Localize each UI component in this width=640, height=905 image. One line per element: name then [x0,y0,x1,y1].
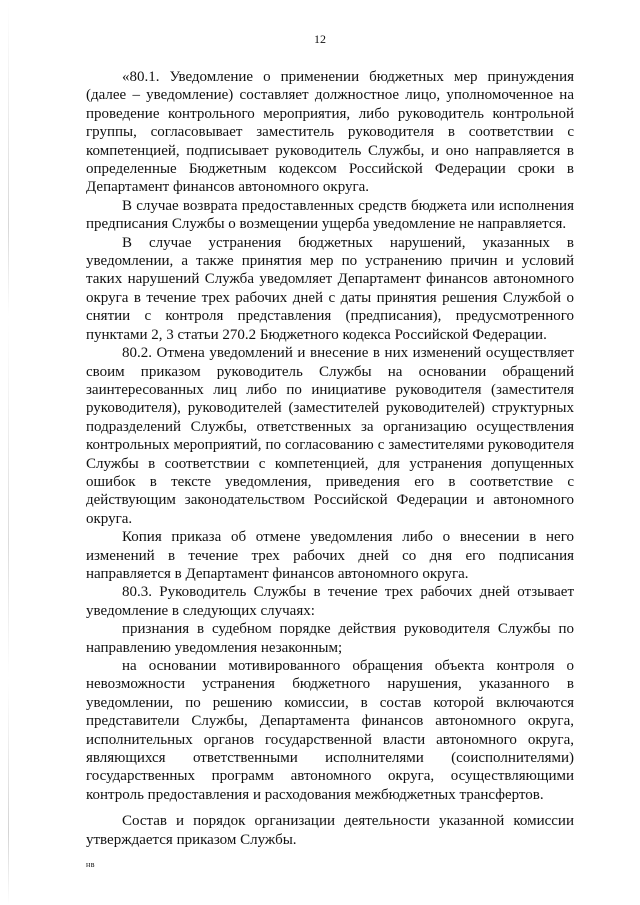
paragraph-commission-decision: на основании мотивированного обращения объекта контроля о невозможности устранения бюджетного нарушения, указанного в уведомлении, по решению комиссии, в состав которой включаются представители Службы, Департамента финансов автономного округа, исполнительных органов государственной власти автономного округа, являющихся ответственными исполнителями (соисполнителями) государственных программ автономного округа, осуществляющими контроль предоставления и расходования межбюджетных трансфертов. [86,658,574,803]
page-number: 12 [314,32,326,46]
paragraph-80-3: 80.3. Руководитель Службы в течение трех рабочих дней отзывает уведомление в следующих случаях: [86,584,574,619]
document-body [86,68,574,849]
paragraph-80-2: 80.2. Отмена уведомлений и внесение в них изменений осуществляет своим приказом руководитель Службы на основании обращений заинтересованных лиц либо по инициативе руководителя (заместителя руководителя), руководителей (заместителей руководителей) структурных подразделений Службы, ответственных за организацию осуществления контрольных мероприятий, по согласованию с заместителями руководителя Службы в соответствии с компетенцией, для устранения допущенных ошибок в тексте уведомления, приведения его в соответствие с действующим законодательством Российской Федерации и автономного округа. [86,345,574,527]
footer-initials: нв [86,860,96,869]
paragraph-80-1: «80.1. Уведомление о применении бюджетных мер принуждения (далее – уведомление) составляет должностное лицо, уполномоченное на проведение контрольного мероприятия, либо руководитель контрольной группы, согласовывает заместитель руководителя в соответствии с компетенцией, подписывает руководитель Службы, и оно направляется в определенные Бюджетным кодексом Российской Федерации сроки в Департамент финансов автономного округа. [86,69,574,196]
paragraph-court-ruling: признания в судебном порядке действия руководителя Службы по направлению уведомления незаконным; [86,621,574,656]
scan-edge-shadow [8,0,9,905]
paragraph-order-copy: Копия приказа об отмене уведомления либо о внесении в него изменений в течение трех рабочих дней со дня его подписания направляется в Департамент финансов автономного округа. [86,529,574,582]
paragraph-violation-eliminated: В случае устранения бюджетных нарушений, указанных в уведомлении, а также принятия мер по устранению причин и условий таких нарушений Служба уведомляет Департамент финансов автономного округа в течение трех рабочих дней с даты принятия решения Службой о снятии с контроля представления (предписания), предусмотренного пунктами 2, 3 статьи 270.2 Бюджетного кодекса Российской Федерации. [86,234,574,343]
paragraph-refund-case: В случае возврата предоставленных средств бюджета или исполнения предписания Службы о возмещении ущерба уведомление не направляется. [86,197,574,233]
paragraph-commission-composition: Состав и порядок организации деятельности указанной комиссии утверждается приказом Службы. [86,813,574,848]
